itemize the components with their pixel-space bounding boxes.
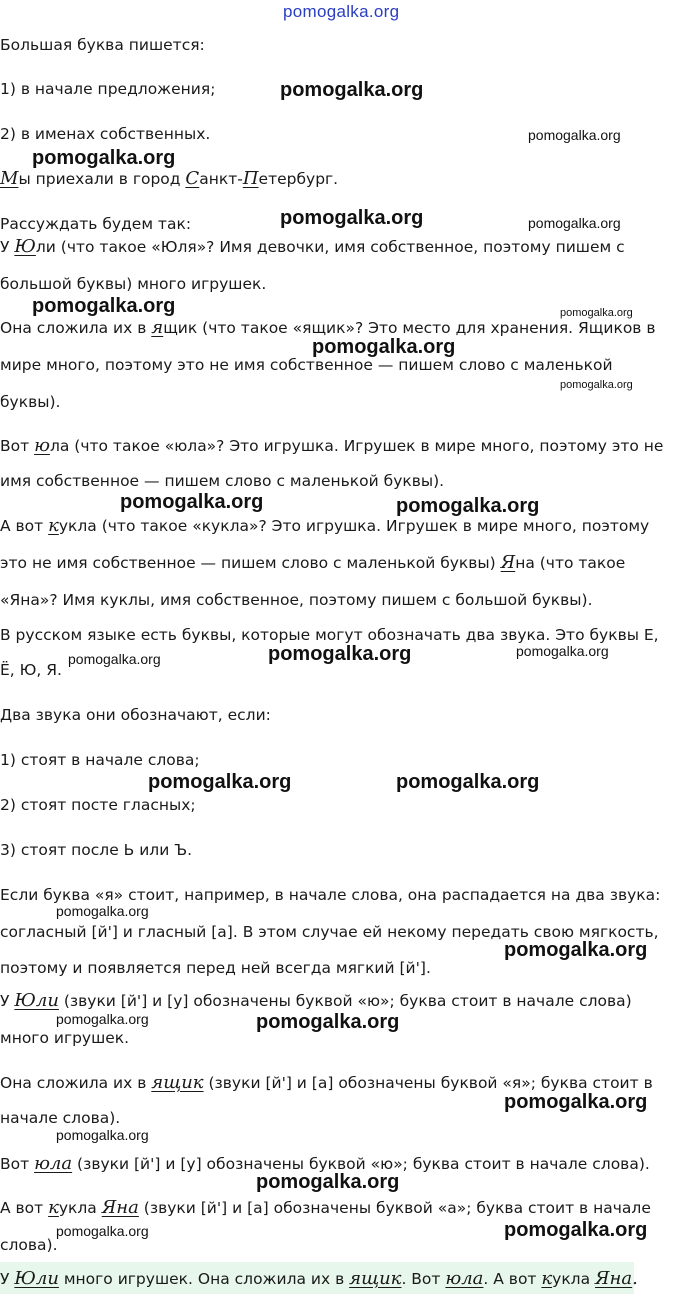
watermark: pomogalka.org — [32, 295, 176, 317]
text-line: это не имя собственное — пишем слово с маленькой буквы) Яна (что такое — [0, 552, 626, 573]
watermark: pomogalka.org — [256, 1011, 400, 1033]
watermark: pomogalka.org — [516, 643, 609, 659]
watermark: pomogalka.org — [528, 127, 621, 143]
watermark: pomogalka.org — [560, 379, 633, 391]
text-line: Вот юла (что такое «юла»? Это игрушка. Игрушек в мире много, поэтому это не — [0, 435, 664, 456]
text-line: 1) стоят в начале слова; — [0, 751, 200, 769]
watermark: pomogalka.org — [280, 207, 424, 229]
handwritten-word: Яна — [101, 1197, 139, 1218]
watermark: pomogalka.org — [396, 771, 540, 793]
watermark: pomogalka.org — [56, 1011, 149, 1027]
text-line: 2) в именах собственных. — [0, 125, 211, 143]
text-line: согласный [й'] и гласный [а]. В этом случае ей некому передать свою мягкость, — [0, 923, 659, 941]
text-line: слова). — [0, 1236, 58, 1254]
watermark: pomogalka.org — [504, 1091, 648, 1113]
handwritten-word: Юли — [14, 990, 59, 1011]
text-line: У Юли (звуки [й'] и [у] обозначены буквой «ю»; буква стоит в начале слова) — [0, 990, 632, 1011]
text-line: Она сложила их в ящик (что такое «ящик»? Это место для хранения. Ящиков в — [0, 317, 656, 338]
text-line: мире много, поэтому это не имя собственное — пишем слово с маленькой — [0, 356, 613, 374]
text-line: Если буква «я» стоит, например, в начале слова, она распадается на два звука: — [0, 886, 661, 904]
capital-letter: С — [185, 168, 200, 189]
text-line: Два звука они обозначают, если: — [0, 706, 271, 724]
watermark: pomogalka.org — [528, 215, 621, 231]
handwritten-letter: Ю — [14, 236, 36, 257]
watermark: pomogalka.org — [68, 651, 161, 667]
text-line: А вот кукла Яна (звуки [й'] и [а] обозначены буквой «а»; буква стоит в начале — [0, 1197, 651, 1218]
text-line: 2) стоят посте гласных; — [0, 796, 196, 814]
watermark: pomogalka.org — [256, 1171, 400, 1193]
watermark: pomogalka.org — [120, 491, 264, 513]
text-line: буквы). — [0, 393, 61, 411]
text-line: много игрушек. — [0, 1029, 130, 1047]
handwritten-letter: ю — [34, 435, 50, 456]
text-line: большой буквы) много игрушек. — [0, 275, 267, 293]
text-line: «Яна»? Имя куклы, имя собственное, поэтому пишем с большой буквы). — [0, 591, 593, 609]
watermark: pomogalka.org — [560, 307, 633, 319]
watermark: pomogalka.org — [504, 1219, 648, 1241]
text-line: начале слова). — [0, 1109, 121, 1127]
site-header-logo[interactable]: pomogalka.org — [283, 2, 400, 21]
text-line: У Юли (что такое «Юля»? Имя девочки, имя собственное, поэтому пишем с — [0, 236, 625, 257]
handwritten-letter: Я — [500, 552, 516, 573]
watermark: pomogalka.org — [148, 771, 292, 793]
handwritten-letter: я — [151, 317, 164, 338]
final-answer: У Юли много игрушек. Она сложила их в ящик. Вот юла. А вот кукла Яна. — [0, 1268, 638, 1289]
watermark: pomogalka.org — [56, 903, 149, 919]
capital-letter: М — [0, 168, 19, 189]
watermark: pomogalka.org — [396, 495, 540, 517]
handwritten-word: ящик — [151, 1072, 204, 1093]
capital-letter: П — [242, 168, 259, 189]
watermark: pomogalka.org — [280, 79, 424, 101]
handwritten-letter: к — [48, 1197, 59, 1218]
text-line: Вот юла (звуки [й'] и [у] обозначены буквой «ю»; буква стоит в начале слова). — [0, 1153, 650, 1174]
watermark: pomogalka.org — [32, 147, 176, 169]
watermark: pomogalka.org — [268, 643, 412, 665]
text-line: В русском языке есть буквы, которые могут обозначать два звука. Это буквы Е, — [0, 626, 659, 644]
text-line: Рассуждать будем так: — [0, 215, 192, 233]
text-line: Она сложила их в ящик (звуки [й'] и [а] обозначены буквой «я»; буква стоит в — [0, 1072, 653, 1093]
example-sentence: Мы приехали в город Санкт-Петербург. — [0, 168, 339, 189]
text-line: имя собственное — пишем слово с маленькой буквы). — [0, 472, 445, 490]
watermark: pomogalka.org — [56, 1127, 149, 1143]
text-line: А вот кукла (что такое «кукла»? Это игрушка. Игрушек в мире много, поэтому — [0, 515, 650, 536]
text-line: 3) стоят после Ь или Ъ. — [0, 841, 193, 859]
text-line: Большая буква пишется: — [0, 36, 205, 54]
text-line: поэтому и появляется перед ней всегда мягкий [й']. — [0, 959, 431, 977]
handwritten-word: юла — [34, 1153, 73, 1174]
watermark: pomogalka.org — [312, 336, 456, 358]
watermark: pomogalka.org — [504, 939, 648, 961]
text-line: 1) в начале предложения; — [0, 80, 216, 98]
handwritten-letter: к — [48, 515, 59, 536]
text-line: Ё, Ю, Я. — [0, 661, 62, 679]
watermark: pomogalka.org — [56, 1223, 149, 1239]
